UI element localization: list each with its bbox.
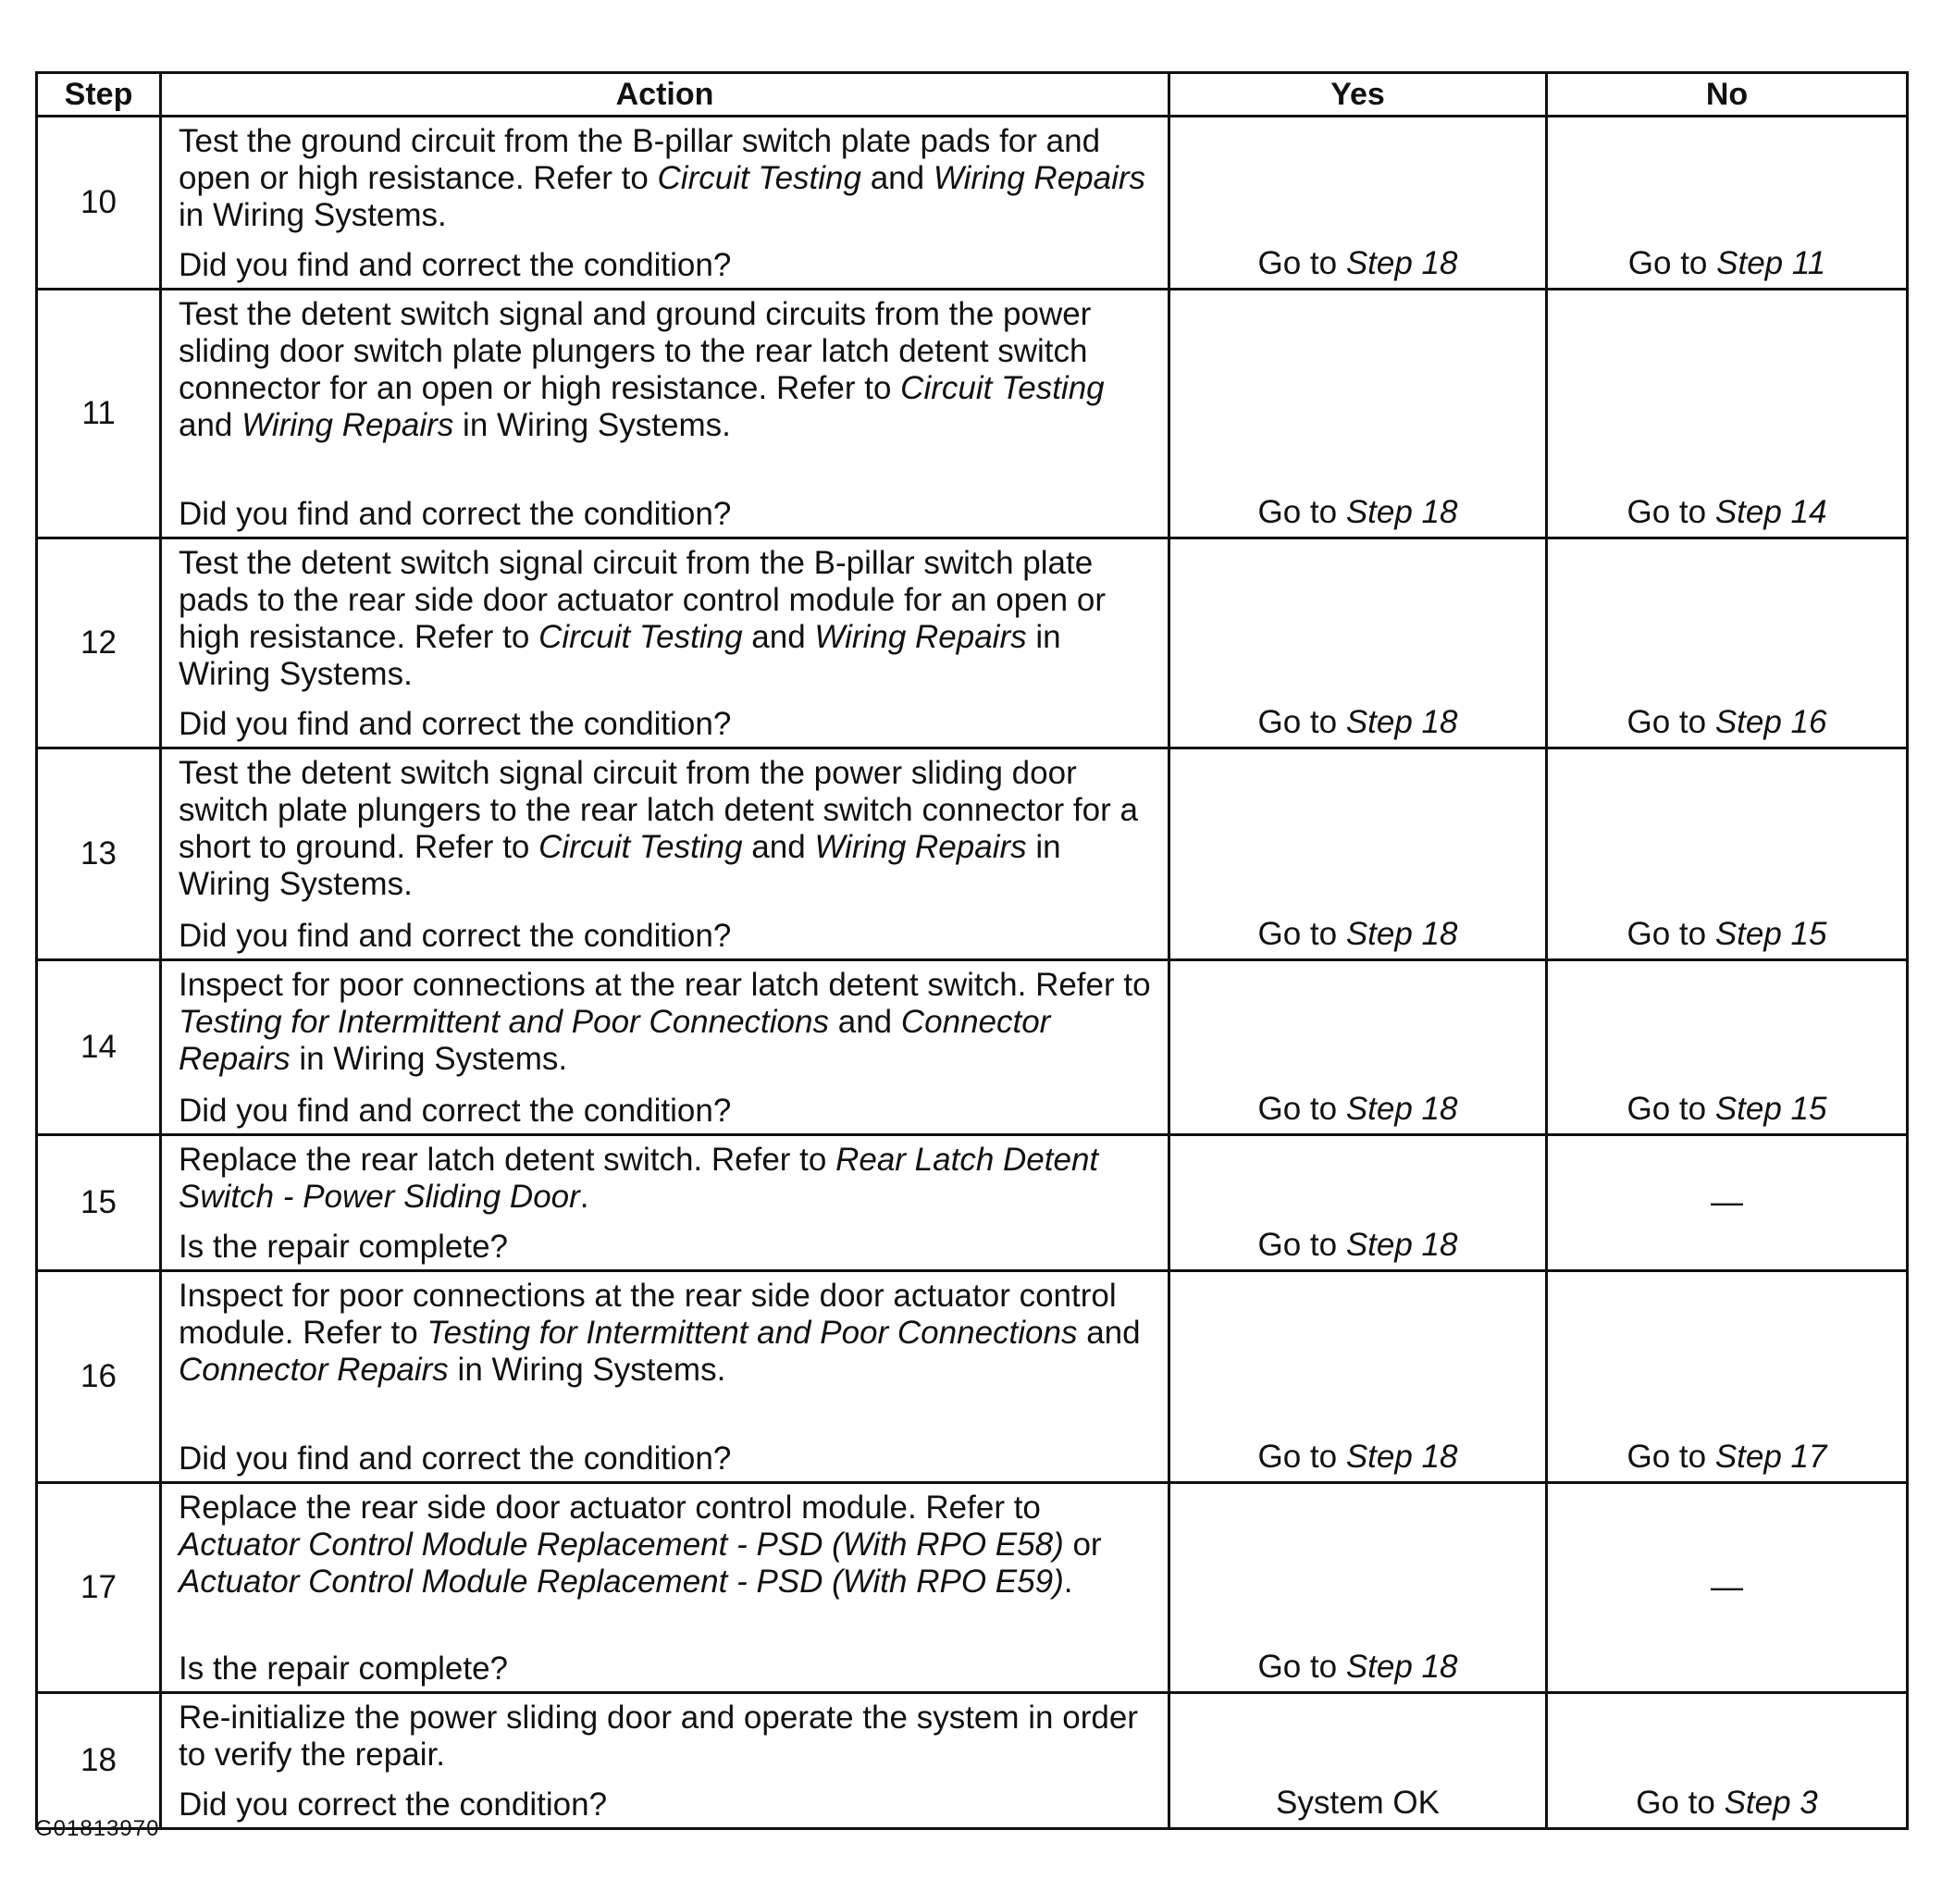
table-row <box>37 538 1908 748</box>
goto-prefix: Go to <box>1636 1785 1725 1821</box>
table-body <box>37 117 1908 1829</box>
reference-link-text: Circuit Testing <box>900 370 1105 406</box>
reference-link-text: Connector Repairs <box>179 1352 449 1388</box>
instruction-text: and <box>742 829 815 865</box>
reference-link-text: Actuator Control Module Replacement - PSD (With RPO E58) <box>179 1527 1064 1563</box>
action-question: Did you find and correct the condition? <box>179 1440 732 1477</box>
goto-prefix: Go to <box>1627 916 1715 952</box>
no-result <box>1547 1483 1908 1693</box>
instruction-text: Replace the rear side door actuator control module. Refer to <box>179 1490 1041 1526</box>
step-number: 13 <box>37 748 161 960</box>
reference-link-text: Circuit Testing <box>657 160 861 196</box>
goto-step-reference: Step 16 <box>1714 704 1827 740</box>
action-content <box>179 1278 1153 1477</box>
yes-result <box>1169 290 1547 538</box>
goto-step-reference: Step 18 <box>1345 1227 1458 1263</box>
no-result <box>1547 1271 1908 1483</box>
reference-link-text: Connector Repairs <box>179 1004 1051 1077</box>
action-cell <box>161 1693 1169 1829</box>
goto-step-reference: Step 17 <box>1714 1439 1827 1475</box>
goto-step-reference: Step 18 <box>1345 916 1458 952</box>
goto-step-reference: Step 15 <box>1714 1091 1827 1127</box>
action-question: Did you find and correct the condition? <box>179 918 732 954</box>
action-question: Did you correct the condition? <box>179 1787 608 1823</box>
instruction-text: Test the detent switch signal circuit from the power sliding door switch plate plungers to the rear latch detent switch connector for a short to ground. Refer to <box>179 755 1138 865</box>
yes-result <box>1169 538 1547 748</box>
goto-step-reference: Step 18 <box>1345 1091 1458 1127</box>
action-instruction <box>179 1278 1153 1389</box>
instruction-text: Inspect for poor connections at the rear side door actuator control module. Refer to <box>179 1278 1117 1351</box>
step-number: 17 <box>37 1483 161 1693</box>
instruction-text: in Wiring Systems. <box>448 1352 726 1388</box>
instruction-text: Re-initialize the power sliding door and operate the system in order to verify the repair. <box>179 1700 1138 1773</box>
instruction-text: and <box>829 1004 901 1040</box>
yes-result <box>1169 748 1547 960</box>
goto-prefix: Go to <box>1627 1091 1715 1127</box>
figure-id: G01813970 <box>35 1816 160 1841</box>
result-text: System OK <box>1276 1785 1440 1821</box>
instruction-text: Inspect for poor connections at the rear latch detent switch. Refer to <box>179 967 1151 1003</box>
goto-step-reference: Step 11 <box>1716 245 1826 281</box>
instruction-text: Test the ground circuit from the B-pillar switch plate pads for and open or high resistance. Refer to <box>179 123 1101 196</box>
goto-prefix: Go to <box>1257 494 1346 530</box>
diagnostic-table <box>35 71 1909 1830</box>
action-question: Did you find and correct the condition? <box>179 706 732 742</box>
goto-step-reference: Step 3 <box>1724 1785 1818 1821</box>
action-instruction <box>179 1700 1153 1774</box>
step-number: 11 <box>37 290 161 538</box>
action-cell <box>161 117 1169 290</box>
goto-prefix: Go to <box>1627 1439 1715 1475</box>
table-row <box>37 748 1908 960</box>
instruction-text: . <box>1063 1564 1073 1600</box>
table-row <box>37 1135 1908 1271</box>
step-number: 14 <box>37 960 161 1135</box>
instruction-text: in Wiring Systems. <box>179 197 447 233</box>
action-cell <box>161 1271 1169 1483</box>
goto-prefix: Go to <box>1257 704 1346 740</box>
goto-prefix: Go to <box>1257 1091 1346 1127</box>
goto-step-reference: Step 18 <box>1345 1439 1458 1475</box>
instruction-text: Test the detent switch signal and ground circuits from the power sliding door switch plate plungers to the rear latch detent switch connector for an open or high resistance. Refer to <box>179 296 1092 406</box>
action-question: Is the repair complete? <box>179 1229 509 1265</box>
step-number: 15 <box>37 1135 161 1271</box>
action-question: Did you find and correct the condition? <box>179 496 732 532</box>
instruction-text: . <box>579 1179 589 1215</box>
not-applicable-dash: — <box>1711 1569 1743 1605</box>
action-question: Did you find and correct the condition? <box>179 247 732 283</box>
reference-link-text: Circuit Testing <box>538 619 743 655</box>
header-row <box>37 73 1908 117</box>
no-result <box>1547 1693 1908 1829</box>
step-number: 10 <box>37 117 161 290</box>
action-instruction <box>179 1490 1153 1601</box>
table-row <box>37 1483 1908 1693</box>
instruction-text: and <box>179 407 242 443</box>
action-content <box>179 967 1153 1130</box>
action-instruction <box>179 123 1153 234</box>
no-result <box>1547 960 1908 1135</box>
table-row <box>37 117 1908 290</box>
table-row <box>37 960 1908 1135</box>
reference-link-text: Wiring Repairs <box>933 160 1146 196</box>
goto-step-reference: Step 18 <box>1345 494 1458 530</box>
no-result <box>1547 290 1908 538</box>
no-result <box>1547 538 1908 748</box>
action-instruction <box>179 1142 1153 1216</box>
action-cell <box>161 290 1169 538</box>
action-instruction <box>179 967 1153 1078</box>
action-cell <box>161 1135 1169 1271</box>
reference-link-text: Circuit Testing <box>538 829 743 865</box>
action-instruction <box>179 755 1153 903</box>
action-content <box>179 545 1153 743</box>
action-content <box>179 1142 1153 1266</box>
goto-prefix: Go to <box>1257 1439 1346 1475</box>
header-yes: Yes <box>1169 73 1547 117</box>
action-content <box>179 296 1153 533</box>
action-instruction <box>179 296 1153 444</box>
step-number: 18 <box>37 1693 161 1829</box>
goto-prefix: Go to <box>1627 704 1715 740</box>
no-result <box>1547 1135 1908 1271</box>
goto-prefix: Go to <box>1257 1649 1346 1685</box>
goto-step-reference: Step 15 <box>1714 916 1827 952</box>
reference-link-text: Rear Latch Detent Switch - Power Sliding Door <box>179 1142 1099 1215</box>
step-number: 12 <box>37 538 161 748</box>
goto-prefix: Go to <box>1627 245 1717 281</box>
action-cell <box>161 960 1169 1135</box>
goto-step-reference: Step 14 <box>1714 494 1827 530</box>
reference-link-text: Testing for Intermittent and Poor Connections <box>427 1315 1078 1351</box>
table-row <box>37 1693 1908 1829</box>
instruction-text: or <box>1063 1527 1102 1563</box>
reference-link-text: Testing for Intermittent and Poor Connections <box>179 1004 829 1040</box>
no-result <box>1547 748 1908 960</box>
action-content <box>179 1700 1153 1824</box>
yes-result <box>1169 960 1547 1135</box>
instruction-text: and <box>860 160 934 196</box>
header-step: Step <box>37 73 161 117</box>
goto-prefix: Go to <box>1257 1227 1346 1263</box>
yes-result <box>1169 1271 1547 1483</box>
goto-step-reference: Step 18 <box>1345 1649 1458 1685</box>
goto-prefix: Go to <box>1627 494 1715 530</box>
instruction-text: in Wiring Systems. <box>290 1041 568 1077</box>
action-instruction <box>179 545 1153 693</box>
action-content <box>179 1490 1153 1688</box>
action-question: Is the repair complete? <box>179 1651 509 1687</box>
table-row <box>37 290 1908 538</box>
action-content <box>179 123 1153 284</box>
yes-result <box>1169 1135 1547 1271</box>
instruction-text: Replace the rear latch detent switch. Refer to <box>179 1142 836 1178</box>
reference-link-text: Wiring Repairs <box>241 407 454 443</box>
action-question: Did you find and correct the condition? <box>179 1093 732 1129</box>
instruction-text: Test the detent switch signal circuit from the B-pillar switch plate pads to the rear side door actuator control module for an open or high resistance. Refer to <box>179 545 1106 655</box>
action-cell <box>161 748 1169 960</box>
goto-step-reference: Step 18 <box>1345 245 1458 281</box>
no-result <box>1547 117 1908 290</box>
step-number: 16 <box>37 1271 161 1483</box>
instruction-text: and <box>1077 1315 1141 1351</box>
action-cell <box>161 1483 1169 1693</box>
action-cell <box>161 538 1169 748</box>
reference-link-text: Actuator Control Module Replacement - PSD (With RPO E59) <box>179 1564 1064 1600</box>
table-row <box>37 1271 1908 1483</box>
action-content <box>179 755 1153 955</box>
goto-step-reference: Step 18 <box>1345 704 1458 740</box>
yes-result <box>1169 117 1547 290</box>
reference-link-text: Wiring Repairs <box>814 829 1027 865</box>
goto-prefix: Go to <box>1257 245 1346 281</box>
yes-result <box>1169 1483 1547 1693</box>
header-action: Action <box>161 73 1169 117</box>
not-applicable-dash: — <box>1711 1184 1743 1220</box>
instruction-text: in Wiring Systems. <box>179 829 1061 902</box>
yes-result <box>1169 1693 1547 1829</box>
goto-prefix: Go to <box>1257 916 1346 952</box>
instruction-text: and <box>742 619 815 655</box>
reference-link-text: Wiring Repairs <box>814 619 1027 655</box>
instruction-text: in Wiring Systems. <box>453 407 731 443</box>
instruction-text: in Wiring Systems. <box>179 619 1061 692</box>
header-no: No <box>1547 73 1908 117</box>
